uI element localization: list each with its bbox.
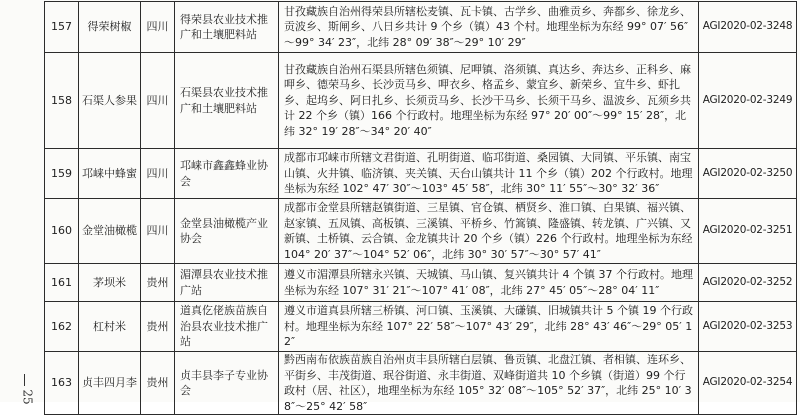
registration-code-cell: AGI2020-02-3249 bbox=[699, 53, 797, 149]
serial-number-cell: 163 bbox=[45, 352, 79, 415]
registration-code-cell: AGI2020-02-3254 bbox=[699, 352, 797, 415]
table-row bbox=[45, 352, 797, 415]
applicant-org-cell: 贞丰县李子专业协会 bbox=[175, 352, 279, 415]
protected-area-cell: 黔西南布依族苗族自治州贞丰县所辖白层镇、鲁贡镇、北盘江镇、者相镇、连环乡、平街乡、丰茂街道、珉谷街道、永丰街道、双峰街道共 10 个乡镇（街道）99 个行政村（居、社区），地理坐标为东经 105° 32′ 08″～105° 52′ 37″，北纬 25° 10′ 38″～25° 42′ 58″ bbox=[279, 352, 699, 415]
applicant-org-cell: 金堂县油橄榄产业协会 bbox=[175, 199, 279, 264]
applicant-org-cell: 道真仡佬族苗族自治县农业技术推广站 bbox=[175, 302, 279, 352]
product-name-cell: 茅坝米 bbox=[79, 264, 141, 302]
province-cell: 四川 bbox=[141, 149, 175, 199]
applicant-org-cell: 得荣县农业技术推广和土壤肥料站 bbox=[175, 2, 279, 53]
province-cell: 四川 bbox=[141, 199, 175, 264]
product-name-cell: 得荣树椒 bbox=[79, 2, 141, 53]
province-cell: 四川 bbox=[141, 2, 175, 53]
registration-code-cell: AGI2020-02-3251 bbox=[699, 199, 797, 264]
province-cell: 贵州 bbox=[141, 352, 175, 415]
table-row bbox=[45, 199, 797, 264]
province-cell: 贵州 bbox=[141, 302, 175, 352]
serial-number-cell: 157 bbox=[45, 2, 79, 53]
table-body bbox=[45, 2, 797, 415]
serial-number-cell: 159 bbox=[45, 149, 79, 199]
table-row bbox=[45, 264, 797, 302]
registration-code-cell: AGI2020-02-3253 bbox=[699, 302, 797, 352]
protected-area-cell: 甘孜藏族自治州得荣县所辖松麦镇、瓦卡镇、古学乡、曲雅贡乡、奔都乡、徐龙乡、贡波乡、斯闸乡、八日乡共计 9 个乡（镇）43 个村。地理坐标为东经 99° 07′ 56″～99° 34′ 23″，北纬 28° 09′ 38″～29° 10′ 29″ bbox=[279, 2, 699, 53]
product-name-cell: 石渠人参果 bbox=[79, 53, 141, 149]
province-cell: 贵州 bbox=[141, 264, 175, 302]
product-name-cell: 金堂油橄榄 bbox=[79, 199, 141, 264]
table-row bbox=[45, 149, 797, 199]
product-name-cell: 邛崃中蜂蜜 bbox=[79, 149, 141, 199]
registration-code-cell: AGI2020-02-3250 bbox=[699, 149, 797, 199]
table-row bbox=[45, 53, 797, 149]
serial-number-cell: 161 bbox=[45, 264, 79, 302]
serial-number-cell: 158 bbox=[45, 53, 79, 149]
table-row bbox=[45, 302, 797, 352]
serial-number-cell: 162 bbox=[45, 302, 79, 352]
protected-area-cell: 成都市邛崃市所辖文君街道、孔明街道、临邛街道、桑园镇、大同镇、平乐镇、南宝山镇、火井镇、临济镇、夹关镇、天台山镇共计 11 个乡（镇）202 个行政村。地理坐标为东经 102° 47′ 30″～103° 45′ 58″，北纬 30° 11′ 55″～30° 32′ 36″ bbox=[279, 149, 699, 199]
page-number: 25 bbox=[20, 389, 35, 405]
protected-area-cell: 遵义市道真县所辖三桥镇、河口镇、玉溪镇、大磏镇、旧城镇共计 5 个镇 19 个行政村。地理坐标为东经 107° 22′ 58″～107° 43′ 29″，北纬 28° 43′ 46″～29° 05′ 12″ bbox=[279, 302, 699, 352]
applicant-org-cell: 湄潭县农业技术推广站 bbox=[175, 264, 279, 302]
table-row bbox=[45, 2, 797, 53]
registration-code-cell: AGI2020-02-3248 bbox=[699, 2, 797, 53]
page-number-mark bbox=[20, 372, 38, 405]
protected-area-cell: 遵义市湄潭县所辖永兴镇、天城镇、马山镇、复兴镇共计 4 个镇 37 个行政村。地理坐标为东经 107° 31′ 21″～107° 41′ 08″，北纬 27° 45′ 05″～28° 04′ 11″ bbox=[279, 264, 699, 302]
protected-area-cell: 甘孜藏族自治州石渠县所辖色须镇、尼呷镇、洛须镇、真达乡、奔达乡、正科乡、麻呷乡、德荣马乡、长沙贡马乡、呷衣乡、格孟乡、蒙宜乡、新荣乡、宜牛乡、虾扎乡、起坞乡、阿日扎乡、长须贡马乡、长沙干马乡、长须干马乡、温波乡、瓦须乡共计 22 个乡（镇）166 个行政村。地理坐标为东经 97° 20′ 00″～99° 15′ 28″，北纬 32° 19′ 28″～34° 20′ 40″ bbox=[279, 53, 699, 149]
registration-table bbox=[44, 1, 797, 415]
applicant-org-cell: 石渠县农业技术推广和土壤肥料站 bbox=[175, 53, 279, 149]
product-name-cell: 贞丰四月李 bbox=[79, 352, 141, 415]
product-name-cell: 杠村米 bbox=[79, 302, 141, 352]
applicant-org-cell: 邛崃市鑫鑫蜂业协会 bbox=[175, 149, 279, 199]
serial-number-cell: 160 bbox=[45, 199, 79, 264]
protected-area-cell: 成都市金堂县所辖赵镇街道、三星镇、官仓镇、栖贤乡、淮口镇、白果镇、福兴镇、赵家镇、五凤镇、高板镇、三溪镇、平桥乡、竹篙镇、隆盛镇、转龙镇、广兴镇、又新镇、土桥镇、云合镇、金龙镇共计 20 个乡（镇）226 个行政村。地理坐标为东经 104° 20′ 37″～104° 52′ 06″，北纬 30° 30′ 57″～30° 57′ 41″ bbox=[279, 199, 699, 264]
registration-code-cell: AGI2020-02-3252 bbox=[699, 264, 797, 302]
page-number-dash bbox=[24, 374, 25, 386]
province-cell: 四川 bbox=[141, 53, 175, 149]
